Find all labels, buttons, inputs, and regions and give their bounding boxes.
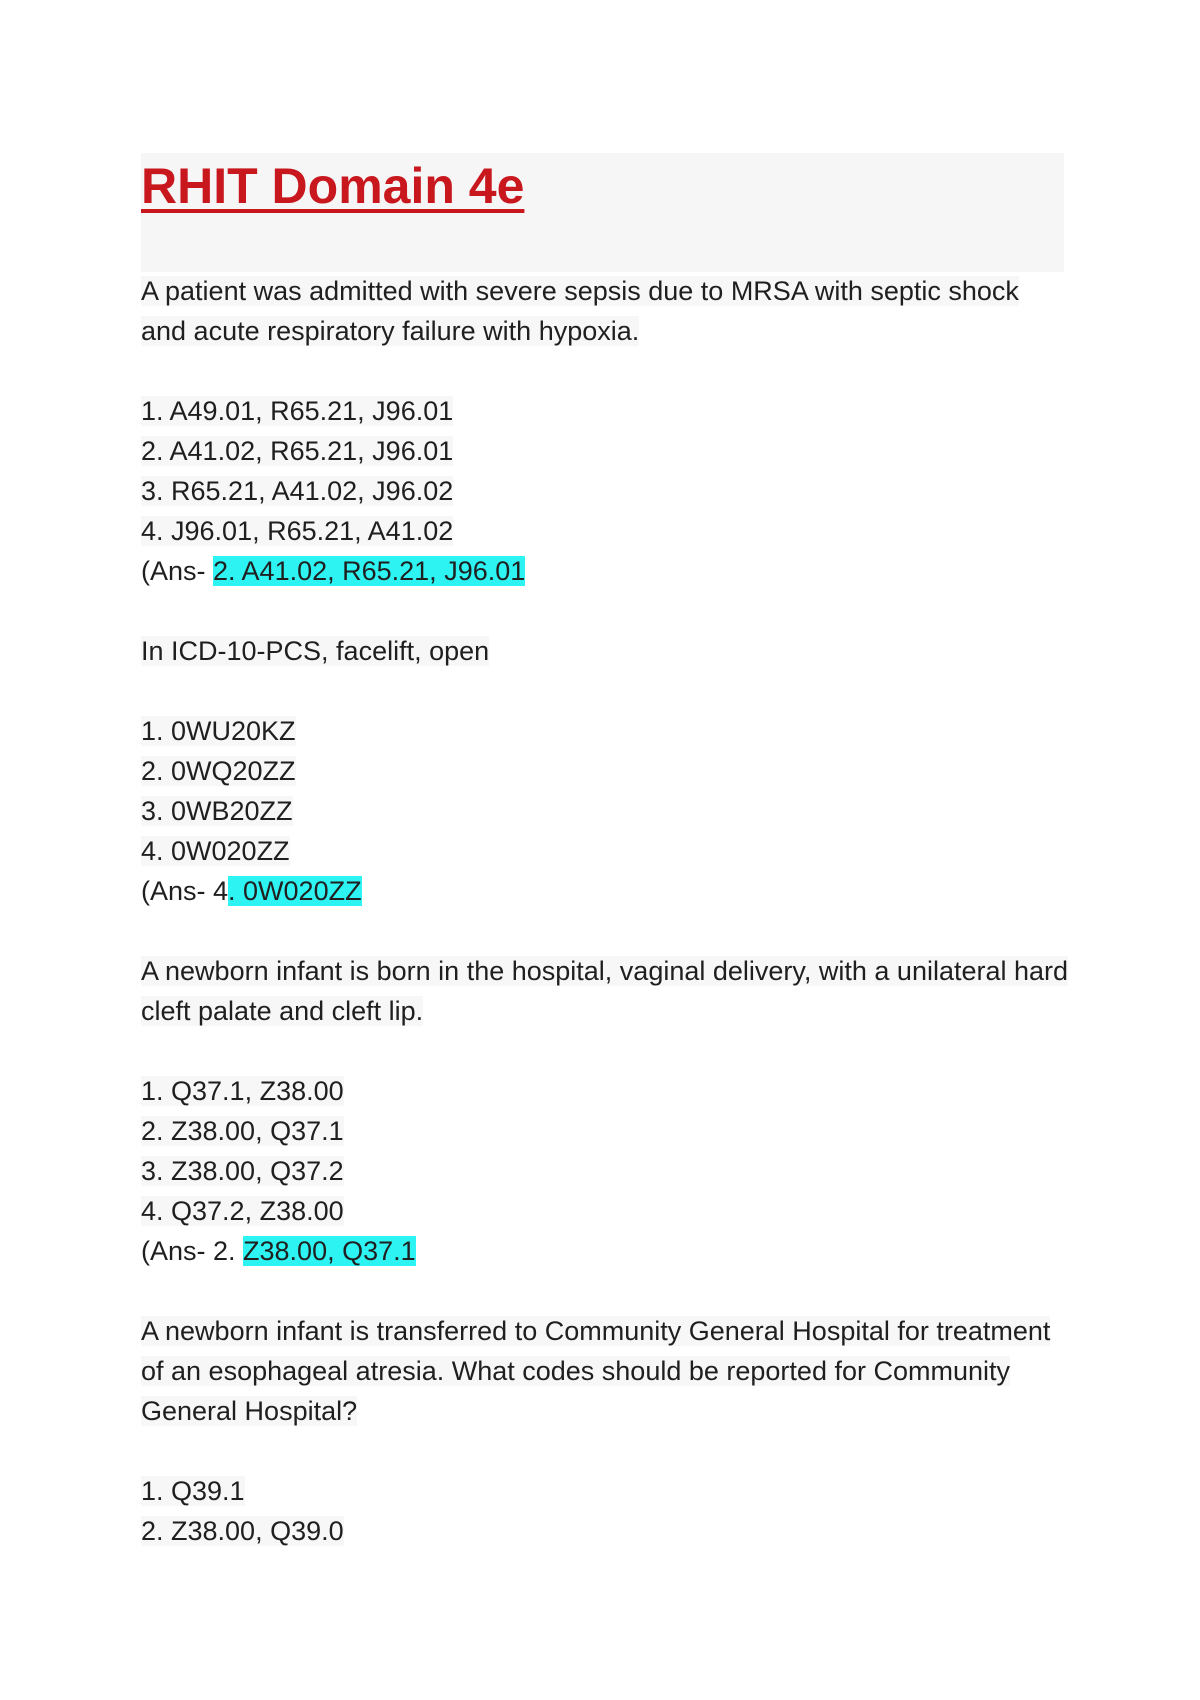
question-stem: A newborn infant is transferred to Community General Hospital for treatment of an esophageal atresia. What codes should be reported for Community General Hospital? bbox=[141, 1316, 1051, 1426]
question-2 bbox=[141, 631, 1071, 911]
option-item: 2. Z38.00, Q37.1 bbox=[141, 1116, 344, 1146]
answer-line bbox=[141, 1231, 1071, 1271]
question-stem: A patient was admitted with severe sepsis due to MRSA with septic shock and acute respiratory failure with hypoxia. bbox=[141, 276, 1019, 346]
option-item: 1. Q39.1 bbox=[141, 1476, 245, 1506]
answer-highlight: . 0W020ZZ bbox=[228, 876, 362, 906]
option-item: 3. R65.21, A41.02, J96.02 bbox=[141, 476, 454, 506]
option-item: 1. A49.01, R65.21, J96.01 bbox=[141, 396, 454, 426]
option-item: 4. Q37.2, Z38.00 bbox=[141, 1196, 344, 1226]
question-list bbox=[141, 271, 1071, 1591]
option-list bbox=[141, 1471, 1071, 1551]
option-item: 3. 0WB20ZZ bbox=[141, 796, 293, 826]
answer-prefix: (Ans- bbox=[141, 556, 214, 586]
title-block bbox=[141, 153, 1064, 272]
question-stem: In ICD-10-PCS, facelift, open bbox=[141, 636, 490, 666]
answer-line bbox=[141, 551, 1071, 591]
answer-prefix: (Ans- 2. bbox=[141, 1236, 244, 1266]
answer-line bbox=[141, 871, 1071, 911]
option-item: 2. Z38.00, Q39.0 bbox=[141, 1516, 344, 1546]
option-list bbox=[141, 391, 1071, 551]
option-item: 4. 0W020ZZ bbox=[141, 836, 290, 866]
option-item: 4. J96.01, R65.21, A41.02 bbox=[141, 516, 454, 546]
answer-highlight: Z38.00, Q37.1 bbox=[243, 1236, 416, 1266]
option-list bbox=[141, 1071, 1071, 1231]
option-item: 3. Z38.00, Q37.2 bbox=[141, 1156, 344, 1186]
question-1 bbox=[141, 271, 1071, 591]
question-stem: A newborn infant is born in the hospital, vaginal delivery, with a unilateral hard cleft palate and cleft lip. bbox=[141, 956, 1069, 1026]
question-4 bbox=[141, 1311, 1071, 1551]
option-list bbox=[141, 711, 1071, 871]
answer-prefix: (Ans- 4 bbox=[141, 876, 229, 906]
document-title: RHIT Domain 4e bbox=[141, 158, 525, 214]
option-item: 2. A41.02, R65.21, J96.01 bbox=[141, 436, 454, 466]
option-item: 2. 0WQ20ZZ bbox=[141, 756, 296, 786]
option-item: 1. Q37.1, Z38.00 bbox=[141, 1076, 344, 1106]
answer-highlight: 2. A41.02, R65.21, J96.01 bbox=[213, 556, 526, 586]
option-item: 1. 0WU20KZ bbox=[141, 716, 296, 746]
question-3 bbox=[141, 951, 1071, 1271]
